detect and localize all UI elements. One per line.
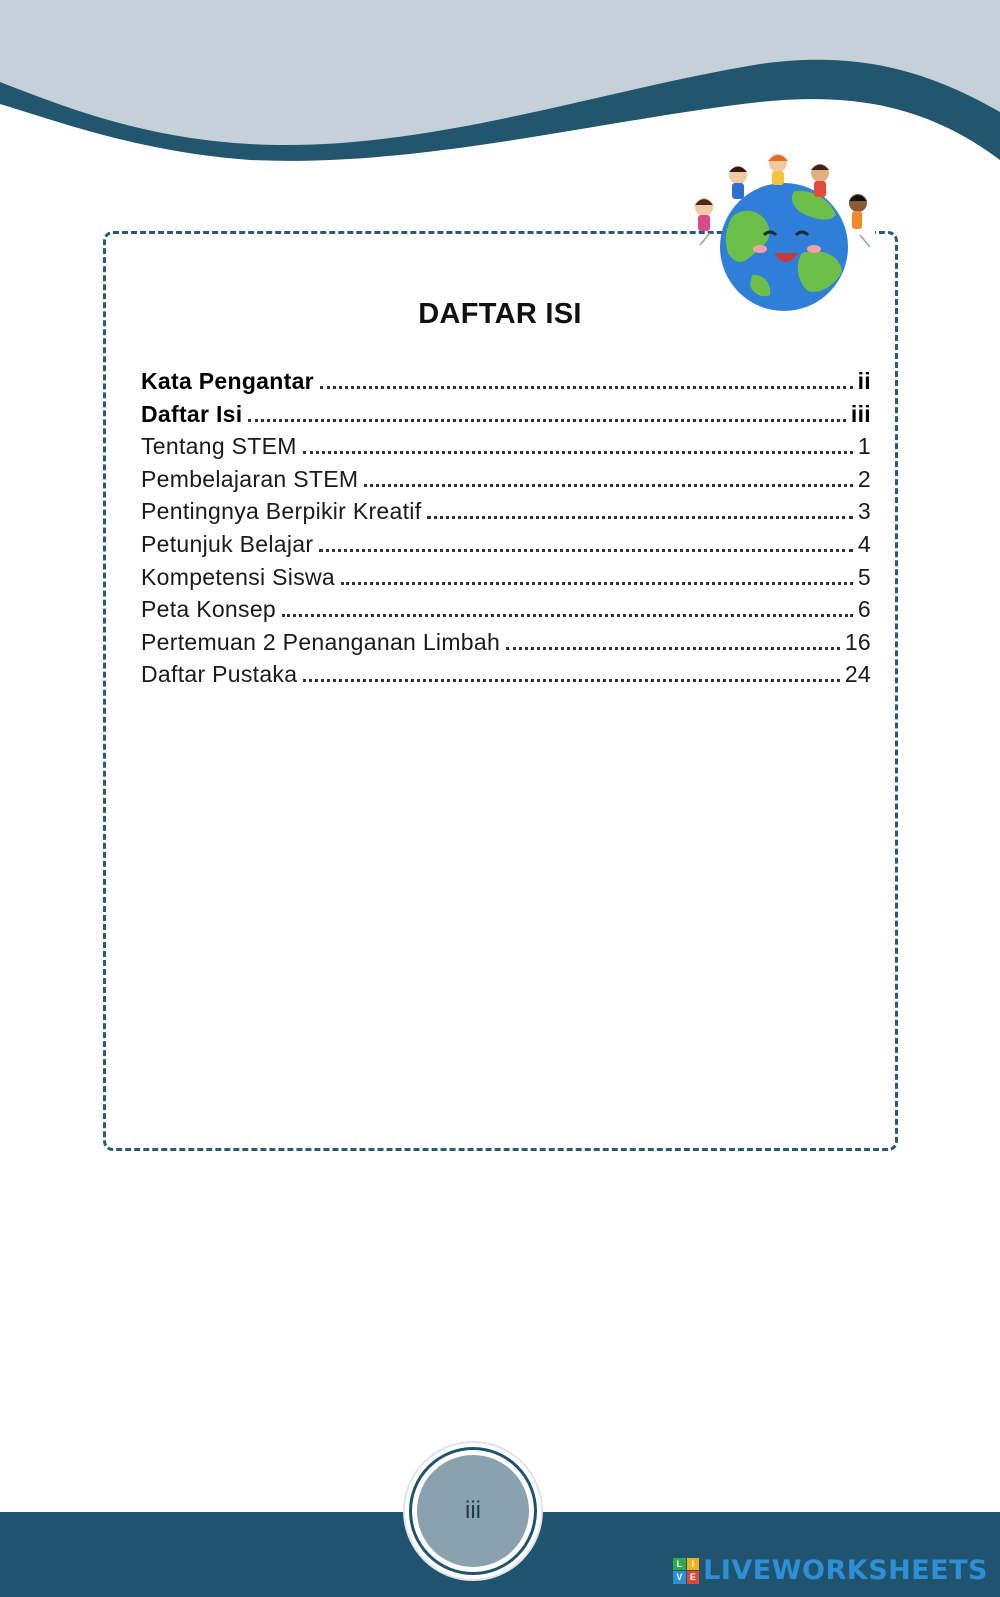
toc-entry[interactable] (141, 564, 871, 597)
toc-entry-label: Daftar Isi (141, 400, 243, 427)
toc-entry-page: 3 (857, 498, 871, 525)
toc-entry-label: Petunjuk Belajar (141, 530, 314, 557)
toc-entry-label: Kata Pengantar (141, 368, 314, 394)
toc-entry-page: 4 (857, 530, 871, 557)
toc-entry-page: 16 (844, 628, 871, 655)
toc-list (141, 368, 871, 694)
toc-entry[interactable] (141, 466, 871, 499)
toc-entry[interactable] (141, 531, 871, 564)
toc-entry-page: 1 (857, 433, 871, 460)
toc-entry-label: Peta Konsep (141, 596, 277, 623)
toc-dot-leader (341, 581, 853, 585)
toc-dot-leader (506, 646, 840, 650)
toc-entry-label: Pembelajaran STEM (141, 465, 359, 492)
toc-entry[interactable] (141, 401, 871, 434)
toc-entry[interactable] (141, 596, 871, 629)
liveworksheets-logo-icon (673, 1558, 699, 1584)
toc-entry[interactable] (141, 661, 871, 694)
page-number: iii (465, 1497, 481, 1524)
page-title: DAFTAR ISI (418, 298, 582, 330)
toc-dot-leader (364, 483, 853, 487)
toc-dot-leader (320, 385, 853, 389)
toc-entry-page: ii (857, 368, 871, 394)
page-number-badge (417, 1455, 529, 1567)
toc-dot-leader (282, 613, 853, 617)
toc-entry-page: 6 (857, 596, 871, 623)
logo-letter: L (673, 1558, 686, 1571)
toc-dot-leader (319, 548, 853, 552)
toc-dot-leader (303, 678, 839, 682)
toc-entry[interactable] (141, 629, 871, 662)
liveworksheets-watermark[interactable] (673, 1555, 988, 1586)
toc-entry[interactable] (141, 433, 871, 466)
toc-entry-page: 5 (857, 563, 871, 590)
toc-dot-leader (427, 515, 853, 519)
toc-entry[interactable] (141, 368, 871, 401)
toc-entry-label: Pertemuan 2 Penanganan Limbah (141, 628, 501, 655)
toc-entry-page: iii (850, 400, 871, 427)
logo-letter: V (673, 1571, 686, 1584)
toc-entry-page: 24 (844, 661, 871, 688)
toc-dot-leader (248, 418, 845, 422)
toc-entry-label: Kompetensi Siswa (141, 563, 335, 590)
toc-entry-page: 2 (857, 465, 871, 492)
toc-dot-leader (303, 450, 853, 454)
toc-entry[interactable] (141, 498, 871, 531)
globe-icon (690, 145, 880, 315)
logo-letter: I (687, 1558, 700, 1571)
toc-entry-label: Daftar Pustaka (141, 661, 298, 688)
toc-entry-label: Tentang STEM (141, 433, 297, 460)
liveworksheets-text: LIVEWORKSHEETS (703, 1555, 988, 1586)
logo-letter: E (687, 1571, 700, 1584)
toc-entry-label: Pentingnya Berpikir Kreatif (141, 498, 422, 525)
